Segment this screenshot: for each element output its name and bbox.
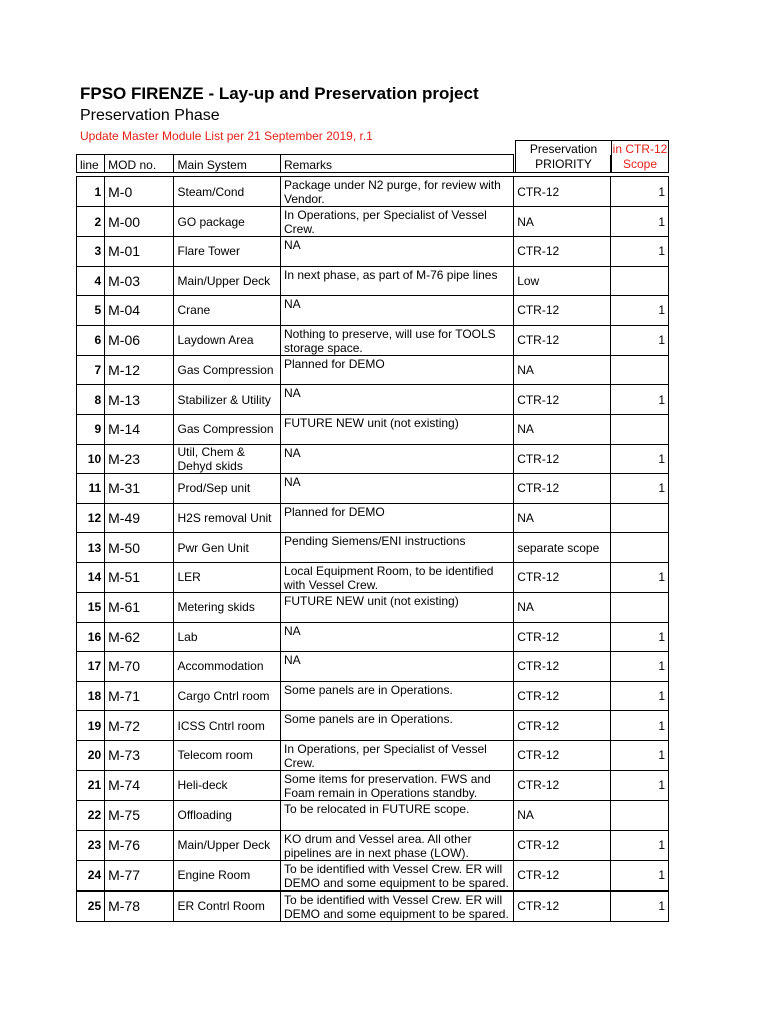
row-main-system: LER [174, 562, 281, 592]
row-scope: 1 [610, 296, 668, 326]
row-main-system: Crane [174, 296, 281, 326]
row-remarks: To be identified with Vessel Crew. ER will DEMO and some equipment to be spared. [281, 860, 514, 891]
row-priority: NA [514, 503, 610, 533]
row-priority: NA [514, 355, 610, 385]
row-mod-number: M-51 [105, 562, 174, 592]
row-line-number: 16 [77, 622, 105, 652]
header-mod: MOD no. [105, 155, 174, 173]
table-row [77, 444, 669, 474]
row-scope: 1 [610, 207, 668, 237]
row-priority: CTR-12 [514, 681, 610, 711]
row-main-system: Prod/Sep unit [174, 474, 281, 504]
row-scope [610, 355, 668, 385]
table-row [77, 474, 669, 504]
row-priority: separate scope [514, 533, 610, 563]
row-line-number: 23 [77, 830, 105, 860]
row-priority: CTR-12 [514, 177, 610, 207]
row-line-number: 6 [77, 325, 105, 355]
table-row [77, 296, 669, 326]
header-priority-cell [514, 155, 610, 173]
row-line-number: 3 [77, 237, 105, 267]
row-scope: 1 [610, 474, 668, 504]
table-row [77, 414, 669, 444]
row-line-number: 21 [77, 770, 105, 800]
row-main-system: H2S removal Unit [174, 503, 281, 533]
row-mod-number: M-13 [105, 385, 174, 415]
table-row [77, 652, 669, 682]
row-scope: 1 [610, 562, 668, 592]
row-line-number: 8 [77, 385, 105, 415]
page-title: FPSO FIRENZE - Lay-up and Preservation project [80, 84, 479, 103]
row-mod-number: M-01 [105, 237, 174, 267]
table-row [77, 860, 669, 891]
row-line-number: 17 [77, 652, 105, 682]
table-body [77, 173, 669, 922]
row-mod-number: M-72 [105, 711, 174, 741]
row-remarks: Planned for DEMO [281, 503, 514, 533]
row-remarks: NA [281, 296, 514, 326]
row-mod-number: M-50 [105, 533, 174, 563]
row-main-system: Stabilizer & Utility [174, 385, 281, 415]
row-line-number: 22 [77, 800, 105, 830]
row-scope [610, 266, 668, 296]
header-system: Main System [174, 155, 281, 173]
row-scope: 1 [610, 622, 668, 652]
row-mod-number: M-04 [105, 296, 174, 326]
row-priority: CTR-12 [514, 562, 610, 592]
row-priority: CTR-12 [514, 622, 610, 652]
table-row [77, 622, 669, 652]
table-row [77, 503, 669, 533]
row-priority: NA [514, 592, 610, 622]
row-mod-number: M-12 [105, 355, 174, 385]
row-remarks: To be identified with Vessel Crew. ER will DEMO and some equipment to be spared. [281, 891, 514, 922]
row-line-number: 13 [77, 533, 105, 563]
row-main-system: Lab [174, 622, 281, 652]
row-priority: CTR-12 [514, 237, 610, 267]
row-priority: CTR-12 [514, 770, 610, 800]
row-line-number: 25 [77, 891, 105, 922]
row-main-system: Accommodation [174, 652, 281, 682]
row-remarks: NA [281, 385, 514, 415]
row-main-system: ER Contrl Room [174, 891, 281, 922]
row-main-system: GO package [174, 207, 281, 237]
row-priority: NA [514, 800, 610, 830]
row-remarks: Package under N2 purge, for review with Vendor. [281, 177, 514, 207]
row-line-number: 19 [77, 711, 105, 741]
row-scope: 1 [610, 770, 668, 800]
row-line-number: 12 [77, 503, 105, 533]
row-line-number: 24 [77, 860, 105, 891]
priority-header-bottom: PRIORITY [535, 157, 592, 171]
row-scope [610, 592, 668, 622]
row-mod-number: M-23 [105, 444, 174, 474]
table-row [77, 800, 669, 830]
table-row [77, 740, 669, 770]
row-main-system: Gas Compression [174, 355, 281, 385]
row-scope: 1 [610, 891, 668, 922]
table-row [77, 562, 669, 592]
row-main-system: Heli-deck [174, 770, 281, 800]
row-remarks: NA [281, 622, 514, 652]
table-row [77, 830, 669, 860]
row-remarks: NA [281, 474, 514, 504]
row-main-system: Engine Room [174, 860, 281, 891]
row-scope: 1 [610, 652, 668, 682]
row-remarks: Some panels are in Operations. [281, 681, 514, 711]
row-priority: CTR-12 [514, 385, 610, 415]
row-main-system: Main/Upper Deck [174, 266, 281, 296]
row-mod-number: M-14 [105, 414, 174, 444]
row-priority: NA [514, 207, 610, 237]
row-remarks: Local Equipment Room, to be identified with Vessel Crew. [281, 562, 514, 592]
row-scope: 1 [610, 325, 668, 355]
row-remarks: FUTURE NEW unit (not existing) [281, 414, 514, 444]
row-priority: CTR-12 [514, 652, 610, 682]
row-mod-number: M-06 [105, 325, 174, 355]
row-line-number: 4 [77, 266, 105, 296]
row-remarks: Pending Siemens/ENI instructions [281, 533, 514, 563]
row-main-system: ICSS Cntrl room [174, 711, 281, 741]
row-scope [610, 800, 668, 830]
row-scope: 1 [610, 177, 668, 207]
row-main-system: Pwr Gen Unit [174, 533, 281, 563]
row-scope: 1 [610, 385, 668, 415]
row-remarks: In Operations, per Specialist of Vessel Crew. [281, 207, 514, 237]
row-line-number: 10 [77, 444, 105, 474]
row-line-number: 14 [77, 562, 105, 592]
row-priority: CTR-12 [514, 296, 610, 326]
row-scope [610, 533, 668, 563]
table-row [77, 355, 669, 385]
row-scope [610, 503, 668, 533]
row-mod-number: M-61 [105, 592, 174, 622]
row-remarks: NA [281, 652, 514, 682]
row-line-number: 2 [77, 207, 105, 237]
row-line-number: 7 [77, 355, 105, 385]
row-main-system: Main/Upper Deck [174, 830, 281, 860]
row-priority: Low [514, 266, 610, 296]
row-mod-number: M-76 [105, 830, 174, 860]
row-line-number: 5 [77, 296, 105, 326]
table-row [77, 770, 669, 800]
row-mod-number: M-71 [105, 681, 174, 711]
row-main-system: Steam/Cond [174, 177, 281, 207]
row-scope: 1 [610, 444, 668, 474]
table-row [77, 266, 669, 296]
row-remarks: Planned for DEMO [281, 355, 514, 385]
row-priority: CTR-12 [514, 891, 610, 922]
row-priority: NA [514, 414, 610, 444]
header-remarks: Remarks [281, 155, 514, 173]
scope-header-top: in CTR-12 [612, 142, 668, 156]
row-priority: CTR-12 [514, 740, 610, 770]
row-mod-number: M-00 [105, 207, 174, 237]
row-line-number: 9 [77, 414, 105, 444]
row-mod-number: M-0 [105, 177, 174, 207]
table-row [77, 711, 669, 741]
row-mod-number: M-74 [105, 770, 174, 800]
table-row [77, 385, 669, 415]
row-main-system: Offloading [174, 800, 281, 830]
header-line: line [77, 155, 105, 173]
row-mod-number: M-73 [105, 740, 174, 770]
row-remarks: NA [281, 237, 514, 267]
table-row [77, 891, 669, 922]
row-scope: 1 [610, 860, 668, 891]
row-line-number: 11 [77, 474, 105, 504]
row-remarks: Nothing to preserve, will use for TOOLS storage space. [281, 325, 514, 355]
row-remarks: NA [281, 444, 514, 474]
row-main-system: Util, Chem & Dehyd skids [174, 444, 281, 474]
row-main-system: Laydown Area [174, 325, 281, 355]
row-main-system: Telecom room [174, 740, 281, 770]
row-remarks: To be relocated in FUTURE scope. [281, 800, 514, 830]
row-priority: CTR-12 [514, 711, 610, 741]
row-main-system: Flare Tower [174, 237, 281, 267]
row-priority: CTR-12 [514, 860, 610, 891]
row-priority: CTR-12 [514, 474, 610, 504]
row-scope: 1 [610, 740, 668, 770]
row-scope: 1 [610, 237, 668, 267]
table-row [77, 177, 669, 207]
row-mod-number: M-70 [105, 652, 174, 682]
row-remarks: In Operations, per Specialist of Vessel Crew. [281, 740, 514, 770]
row-priority: CTR-12 [514, 325, 610, 355]
row-remarks: In next phase, as part of M-76 pipe lines [281, 266, 514, 296]
row-scope: 1 [610, 830, 668, 860]
table-row [77, 237, 669, 267]
row-line-number: 1 [77, 177, 105, 207]
update-note: Update Master Module List per 21 September 2019, r.1 [80, 129, 373, 143]
row-mod-number: M-31 [105, 474, 174, 504]
row-line-number: 15 [77, 592, 105, 622]
row-mod-number: M-62 [105, 622, 174, 652]
table-row [77, 533, 669, 563]
row-remarks: Some items for preservation. FWS and Foam remain in Operations standby. [281, 770, 514, 800]
row-line-number: 18 [77, 681, 105, 711]
module-table [76, 154, 669, 922]
row-main-system: Gas Compression [174, 414, 281, 444]
row-scope: 1 [610, 711, 668, 741]
table-row [77, 592, 669, 622]
table-row [77, 681, 669, 711]
scope-header-bottom: Scope [622, 157, 658, 171]
table-row [77, 325, 669, 355]
page-subtitle: Preservation Phase [80, 107, 220, 124]
row-mod-number: M-78 [105, 891, 174, 922]
table-header-row [77, 155, 669, 173]
row-scope: 1 [610, 681, 668, 711]
row-mod-number: M-75 [105, 800, 174, 830]
row-scope [610, 414, 668, 444]
row-priority: CTR-12 [514, 830, 610, 860]
row-mod-number: M-77 [105, 860, 174, 891]
row-remarks: FUTURE NEW unit (not existing) [281, 592, 514, 622]
row-remarks: Some panels are in Operations. [281, 711, 514, 741]
row-mod-number: M-49 [105, 503, 174, 533]
table-row [77, 207, 669, 237]
row-line-number: 20 [77, 740, 105, 770]
header-scope-cell [610, 155, 668, 173]
priority-header-top: Preservation [529, 142, 598, 156]
row-main-system: Metering skids [174, 592, 281, 622]
row-mod-number: M-03 [105, 266, 174, 296]
row-priority: CTR-12 [514, 444, 610, 474]
row-remarks: KO drum and Vessel area. All other pipelines are in next phase (LOW). [281, 830, 514, 860]
row-main-system: Cargo Cntrl room [174, 681, 281, 711]
